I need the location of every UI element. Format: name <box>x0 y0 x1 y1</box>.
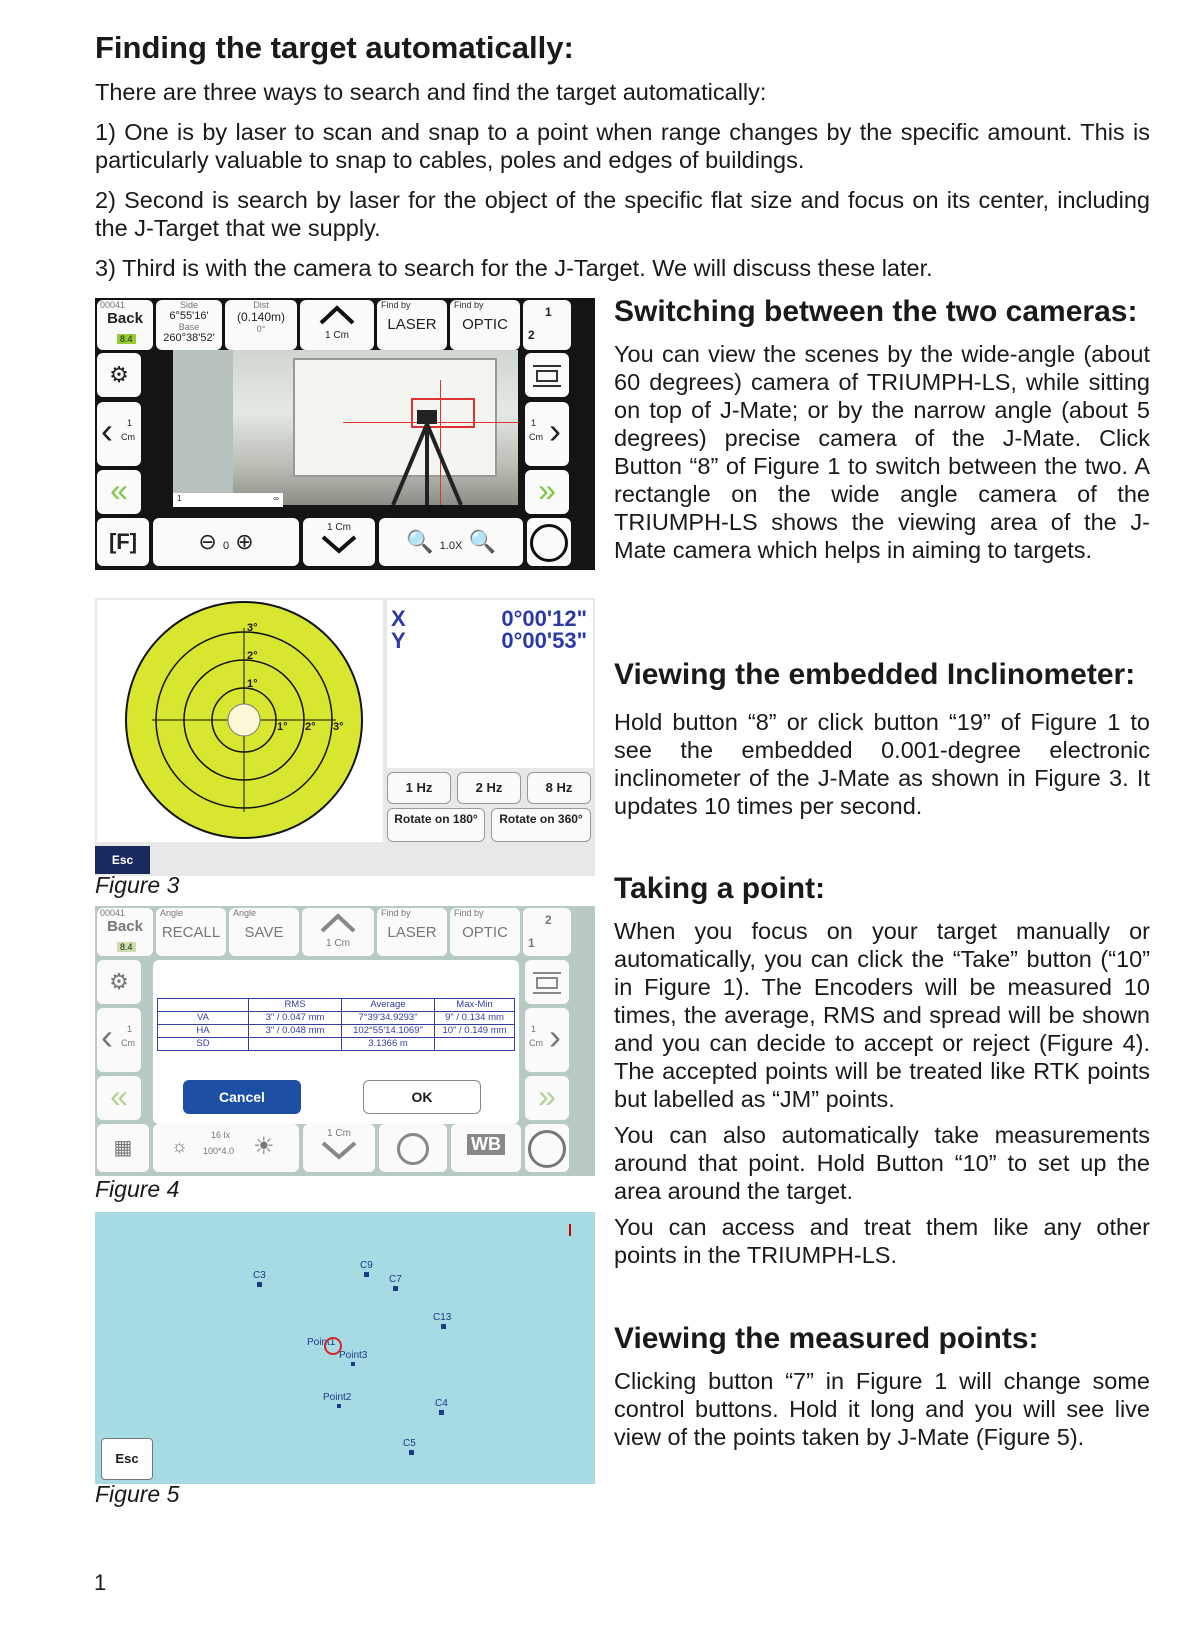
view-toggle-button[interactable] <box>525 960 569 1004</box>
base-label: Base <box>178 322 200 332</box>
target-button[interactable] <box>379 1124 447 1172</box>
table-cell: 9" / 0.134 mm <box>435 1012 515 1025</box>
table-cell: 3" / 0.047 mm <box>249 1012 342 1025</box>
table-header: Max-Min <box>435 999 515 1012</box>
recall-angle-button[interactable] <box>156 908 226 956</box>
table-cell: SD <box>158 1038 249 1051</box>
back-button[interactable] <box>97 300 153 350</box>
section-taking <box>614 872 1150 1269</box>
page-number: 1 <box>94 1570 107 1595</box>
save-label: SAVE <box>244 924 284 941</box>
bubble-panel <box>97 600 383 842</box>
right-step: 1 <box>531 1024 537 1034</box>
figure-5-points-map <box>95 1212 595 1484</box>
wb-label: WB <box>467 1134 505 1155</box>
table-row <box>158 1025 515 1038</box>
axis-label-2: 2° <box>305 721 316 733</box>
grid-icon: ▦ <box>113 1137 133 1159</box>
chevron-down-icon <box>319 1139 359 1161</box>
section-switching <box>614 295 1150 564</box>
camera-view <box>173 350 518 505</box>
fast-left-button[interactable] <box>97 470 141 514</box>
exposure-value: 100*4.0 <box>203 1146 235 1156</box>
focus-scale-start: 1 <box>177 494 182 503</box>
point-c3[interactable] <box>253 1270 266 1287</box>
point-c4[interactable] <box>435 1398 448 1415</box>
table-cell <box>435 1038 515 1051</box>
intro-item-3: 3) Third is with the camera to search for the J-Target. We will discuss these later. <box>95 255 933 281</box>
focus-scale[interactable] <box>173 493 283 507</box>
double-chevron-right-icon: » <box>538 472 556 508</box>
shelf <box>173 350 233 505</box>
side-value: 6°55'16' <box>169 310 209 322</box>
x-label: X <box>391 606 406 631</box>
point-label: Point1 <box>307 1337 336 1348</box>
table-header: RMS <box>249 999 342 1012</box>
x-value: 0°00'12" <box>501 606 587 631</box>
zoom-in-icon: ⊕ <box>235 529 254 554</box>
measurement-table <box>157 998 515 1051</box>
left-step: 1 <box>127 1024 133 1034</box>
section-title-taking: Taking a point: <box>614 872 826 905</box>
left-unit: Cm <box>121 1038 135 1048</box>
magnifier-plus-icon: 🔍 <box>468 529 496 554</box>
double-chevron-left-icon: « <box>110 1078 128 1114</box>
point-label: C7 <box>389 1274 402 1285</box>
figure-4-caption: Figure 4 <box>95 1176 180 1202</box>
left-unit: Cm <box>121 432 135 442</box>
find-by-label: Find by <box>454 300 484 310</box>
section-inclinometer <box>614 650 1150 820</box>
chevron-left-icon: ‹ <box>101 1016 113 1057</box>
intro-item-2: 2) Second is search by laser for the object of the specific flat size and focus on its center, including the J-Target that we supply. <box>95 187 1150 241</box>
rate-8hz-button[interactable]: 8 Hz <box>527 772 591 804</box>
table-cell: 10" / 0.149 mm <box>435 1025 515 1038</box>
gear-icon: ⚙ <box>109 969 129 994</box>
intro-item-1: 1) One is by laser to scan and snap to a point when range changes by the specific amount. This is particularly valuable to snap to cables, poles and edges of buildings. <box>95 119 1150 173</box>
section-body-taking-2: You can also automatically take measurements around that point. Hold Button “10” to set up the area around the target. <box>614 1122 1150 1204</box>
point-label: Point2 <box>323 1392 352 1403</box>
measurement-dialog <box>153 960 519 1124</box>
fast-right-button[interactable] <box>525 470 569 514</box>
focus-scale-end: ∞ <box>273 494 279 503</box>
camera-2-label: 2 <box>545 913 552 927</box>
camera-1-label: 1 <box>528 936 535 950</box>
circle-icon <box>528 1130 566 1168</box>
grid-button[interactable] <box>97 1124 149 1172</box>
table-header: Average <box>342 999 435 1012</box>
table-cell: 3" / 0.048 mm <box>249 1025 342 1038</box>
cancel-button[interactable]: Cancel <box>183 1080 301 1114</box>
tripod-icon <box>383 410 473 510</box>
back-label: Back <box>107 310 143 327</box>
find-by-optic-button[interactable] <box>450 300 520 350</box>
table-cell: HA <box>158 1025 249 1038</box>
page-title: Finding the target automatically: <box>95 30 574 65</box>
zoom-out-icon: ⊖ <box>198 529 217 554</box>
rotate-360-button[interactable]: Rotate on 360° <box>491 808 591 842</box>
esc-button[interactable]: Esc <box>101 1438 153 1480</box>
brightness-high-icon: ☀ <box>253 1133 275 1160</box>
find-by-label: Find by <box>381 908 411 918</box>
target-icon <box>397 1133 429 1165</box>
recall-label: RECALL <box>161 924 221 941</box>
section-body-inclinometer: Hold button “8” or click button “19” of Figure 1 to see the embedded 0.001-degree electronic inclinometer of the J-Mate as shown in Figure 3. It updates 10 times per second. <box>614 709 1150 819</box>
side-label: Side <box>179 300 198 310</box>
point-c9[interactable] <box>360 1260 373 1277</box>
back-button[interactable] <box>97 908 153 956</box>
angle-label: Angle <box>160 908 184 918</box>
laser-label: LASER <box>387 316 437 333</box>
dist-label: Dist <box>253 300 269 310</box>
section-body-taking-3: You can access and treat them like any other points in the TRIUMPH-LS. <box>614 1214 1150 1268</box>
table-header <box>158 999 249 1012</box>
chevron-right-icon: › <box>549 410 561 451</box>
section-body-switching: You can view the scenes by the wide-angle (about 60 degrees) camera of TRIUMPH-LS, while sitting on top of J-Mate; or by the narrow angle (about 5 degrees) precise camera of the J-Mate. Click Button “8” of Figure 1 to switch between the two. A rectangle on the wide angle camera of the TRIUMPH-LS shows the viewing area of the J-Mate camera which helps in aiming to targets. <box>614 341 1150 563</box>
distance-readout <box>225 300 297 350</box>
step-up-button[interactable] <box>302 908 374 956</box>
battery-badge: 8.4 <box>117 334 136 344</box>
chevron-left-icon: ‹ <box>101 410 113 451</box>
right-unit: Cm <box>529 1038 543 1048</box>
step-down-button[interactable] <box>303 1124 375 1172</box>
brightness-low-icon: ☼ <box>171 1136 188 1156</box>
dist-value: (0.140m) <box>236 310 286 324</box>
optic-label: OPTIC <box>462 924 508 941</box>
section-title-viewing: Viewing the measured points: <box>614 1322 1039 1355</box>
save-angle-button[interactable] <box>229 908 299 956</box>
dist-sub: 0° <box>256 324 266 334</box>
ring-label-2: 2° <box>247 650 258 662</box>
figure-5-caption: Figure 5 <box>95 1481 180 1507</box>
lux-value: 16 lx <box>211 1130 231 1140</box>
section-title-inclinometer: Viewing the embedded Inclinometer: <box>614 658 1136 691</box>
intro-line: There are three ways to search and find the target automatically: <box>95 79 767 105</box>
section-body-taking-1: When you focus on your target manually or automatically, you can click the “Take” button (“10” in Figure 1). The Encoders will be measured 10 times, the average, RMS and spread will be shown and you can decide to accept or reject (Figure 4). The accepted points will be treated like RTK points but labelled as “JM” points. <box>614 918 1150 1112</box>
figure-4-measurement-screen <box>95 906 595 1176</box>
table-row <box>158 1012 515 1025</box>
switch-view-icon <box>531 968 563 996</box>
table-cell <box>249 1038 342 1051</box>
focus-mode-button[interactable]: [F] <box>97 518 149 566</box>
table-cell: VA <box>158 1012 249 1025</box>
step-up-label: 1 Cm <box>325 330 349 341</box>
ring-label-3: 3° <box>247 622 258 634</box>
point-label: C13 <box>433 1312 452 1323</box>
camera-switch-button[interactable] <box>523 300 571 350</box>
zoom-control[interactable] <box>153 518 299 566</box>
point-label: C9 <box>360 1260 373 1271</box>
circle-icon <box>530 524 568 562</box>
device-id: 00041 <box>100 300 126 310</box>
rate-2hz-button[interactable]: 2 Hz <box>457 772 521 804</box>
take-button[interactable] <box>525 1124 569 1172</box>
switch-view-icon <box>531 361 563 389</box>
device-id: 00041 <box>100 908 126 918</box>
view-toggle-button[interactable] <box>525 353 569 397</box>
table-row <box>158 1038 515 1051</box>
figure-3-caption: Figure 3 <box>95 872 180 898</box>
figure-1-camera-screen <box>95 298 595 570</box>
step-down-label: 1 Cm <box>327 522 351 533</box>
step-down-label: 1 Cm <box>327 1128 351 1139</box>
axis-label-3: 3° <box>333 721 344 733</box>
focus-mode-label: F <box>116 529 130 554</box>
chevron-down-icon <box>319 533 359 555</box>
point-c5[interactable] <box>403 1438 416 1455</box>
step-up-button[interactable] <box>300 300 374 350</box>
chevron-up-icon <box>317 303 357 325</box>
back-label: Back <box>107 918 143 935</box>
find-by-laser-button[interactable] <box>377 300 447 350</box>
find-by-laser-button[interactable] <box>377 908 447 956</box>
point-c7[interactable] <box>389 1274 402 1291</box>
step-right-button[interactable] <box>525 1008 569 1072</box>
find-by-label: Find by <box>454 908 484 918</box>
optic-label: OPTIC <box>462 316 508 333</box>
chevron-right-icon: › <box>549 1016 561 1057</box>
find-by-label: Find by <box>381 300 411 310</box>
white-balance-button[interactable] <box>451 1124 521 1172</box>
table-cell: 7°39'34.9293" <box>342 1012 435 1025</box>
y-value: 0°00'53" <box>501 628 587 653</box>
step-up-label: 1 Cm <box>326 938 350 949</box>
figure-3-inclinometer <box>95 598 595 876</box>
battery-badge: 8.4 <box>117 942 136 952</box>
right-unit: Cm <box>529 432 543 442</box>
step-left-button[interactable] <box>97 402 141 466</box>
section-body-viewing: Clicking button “7” in Figure 1 will change some control buttons. Hold it long and you will see live view of the points taken by J-Mate (Figure 5). <box>614 1368 1150 1450</box>
step-right-button[interactable] <box>525 402 569 466</box>
axis-label-1: 1° <box>277 721 288 733</box>
y-label: Y <box>391 628 406 653</box>
point-point2[interactable] <box>323 1392 351 1408</box>
tilt-readout <box>387 600 593 768</box>
rate-1hz-button[interactable]: 1 Hz <box>387 772 451 804</box>
step-left-button[interactable] <box>97 1008 141 1072</box>
gear-icon: ⚙ <box>109 362 129 387</box>
chevron-up-icon <box>318 911 358 933</box>
north-marker <box>569 1224 571 1236</box>
ok-button[interactable]: OK <box>363 1080 481 1114</box>
ring-label-1: 1° <box>247 678 258 690</box>
left-step: 1 <box>127 418 133 428</box>
angle-label: Angle <box>233 908 257 918</box>
table-cell: 3.1366 m <box>342 1038 435 1051</box>
side-base-readout <box>156 300 222 350</box>
rotate-180-button[interactable]: Rotate on 180° <box>387 808 485 842</box>
point-c13[interactable] <box>433 1312 451 1329</box>
section-viewing <box>614 1322 1150 1451</box>
double-chevron-left-icon: « <box>110 472 128 508</box>
camera-2-label: 2 <box>528 328 535 342</box>
zoom-value: 0 <box>222 540 230 552</box>
point-label: C3 <box>253 1270 266 1281</box>
point-label: Point3 <box>339 1350 368 1361</box>
magnifier-minus-icon: 🔍 <box>406 529 434 554</box>
magnification-value: 1.0X <box>439 540 463 552</box>
magnification-control[interactable] <box>379 518 523 566</box>
section-title-switching: Switching between the two cameras: <box>614 295 1138 328</box>
settings-button[interactable] <box>97 960 141 1004</box>
fast-left-button[interactable] <box>97 1076 141 1120</box>
point-point3[interactable] <box>339 1350 367 1366</box>
exposure-control[interactable] <box>153 1124 299 1172</box>
point-label: C4 <box>435 1398 448 1409</box>
take-button[interactable] <box>527 518 571 566</box>
esc-button[interactable]: Esc <box>95 846 150 874</box>
laser-label: LASER <box>387 924 437 941</box>
right-step: 1 <box>531 418 537 428</box>
fast-right-button[interactable] <box>525 1076 569 1120</box>
base-value: 260°38'52' <box>163 332 215 344</box>
camera-switch-button[interactable] <box>523 908 571 956</box>
camera-1-label: 1 <box>545 305 552 319</box>
settings-button[interactable] <box>97 353 141 397</box>
point-label: C5 <box>403 1438 416 1449</box>
double-chevron-right-icon: » <box>538 1078 556 1114</box>
table-cell: 102°55'14.1069" <box>342 1025 435 1038</box>
find-by-optic-button[interactable] <box>450 908 520 956</box>
step-down-button[interactable] <box>303 518 375 566</box>
